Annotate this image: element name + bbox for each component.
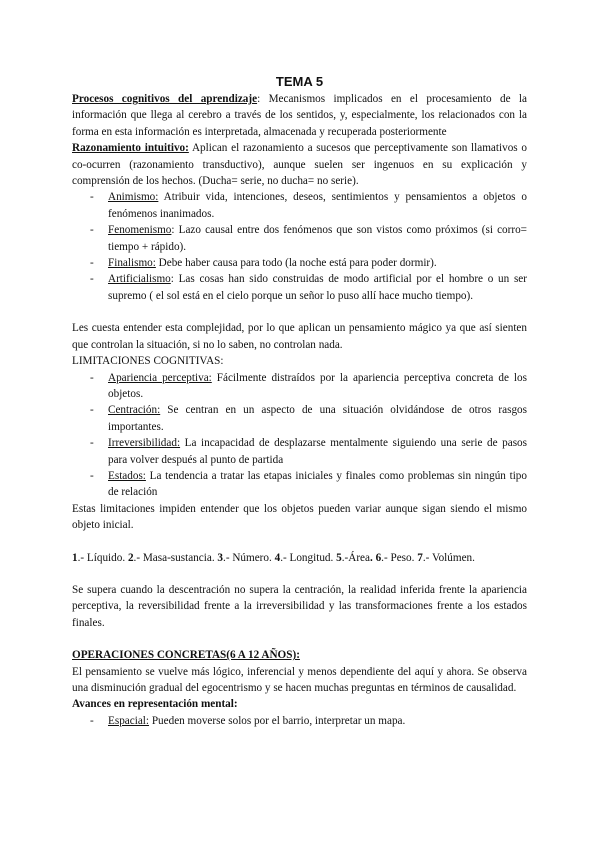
heading-operaciones-concretas: OPERACIONES CONCRETAS(6 A 12 AÑOS): <box>72 649 300 662</box>
spacer <box>72 631 527 647</box>
term-centracion: Centración: <box>108 404 161 417</box>
text-procesos: : Mecanismos implicados en el procesamiento de la información que llega al cerebro a través de los sentidos, y, especialmente, los relacionados con la forma en esta información es interpretada, almacenada y recuperada posteriormente <box>72 93 527 138</box>
paragraph-limitaciones-conclusion: Estas limitaciones impiden entender que los objetos pueden variar aunque sigan siendo el mismo objeto inicial. <box>72 502 527 532</box>
dash-bullet: - <box>90 404 94 417</box>
item-text: : Lazo causal entre dos fenómenos que son vistos como próximos (si corro= tiempo + rápido). <box>108 224 527 253</box>
page-title: TEMA 5 <box>275 74 324 89</box>
list-item <box>72 468 527 501</box>
term-apariencia: Apariencia perceptiva: <box>108 371 212 384</box>
paragraph-superacion: Se supera cuando la descentración no supera la centración, la realidad inferida frente la apariencia perceptiva, la reversibilidad frente a la irreversibilidad y las transformaciones frente a los estados finales. <box>72 583 527 629</box>
paragraph-procesos <box>72 91 527 140</box>
list-item <box>72 713 527 729</box>
term-finalismo: Finalismo: <box>108 257 156 270</box>
list-item <box>72 189 527 222</box>
item-text: : Las cosas han sido construidas de modo artificial por el hombre o un ser supremo ( el sol está en el cielo porque un señor lo puso allí hace mucho tiempo). <box>108 273 527 302</box>
spacer <box>72 566 527 582</box>
number-text: .- Longitud. <box>280 551 337 564</box>
term-espacial: Espacial: <box>108 714 150 727</box>
conservation-list <box>72 550 527 566</box>
document-body <box>72 74 527 729</box>
number-label: 4 <box>274 551 281 564</box>
item-text: Debe haber causa para todo (la noche está para poder dormir). <box>155 257 437 270</box>
list-razonamiento <box>72 189 527 304</box>
number-text: .- Número. <box>223 551 275 564</box>
dash-bullet: - <box>90 257 94 270</box>
item-text: La incapacidad de desplazarse mentalmente siguiendo una serie de pasos para volver después al punto de partida <box>108 437 527 466</box>
list-avances <box>72 713 527 729</box>
term-artificialismo: Artificialismo <box>108 273 171 286</box>
term-estados: Estados: <box>108 469 146 482</box>
number-label: 1 <box>72 551 78 564</box>
item-text: Atribuir vida, intenciones, deseos, sentimientos y pensamientos a objetos o fenómenos inanimados. <box>108 191 527 220</box>
list-item <box>72 370 527 403</box>
text-razonamiento: Aplican el razonamiento a sucesos que perceptivamente son llamativos o co-ocurren (razonamiento transductivo), aunque suelen ser ingenuos en su explicación y comprensión de los hechos. (Ducha= serie, no ducha= no serie). <box>72 142 527 188</box>
dash-bullet: - <box>90 273 94 286</box>
number-label: 3 <box>217 551 224 564</box>
number-text: .- Volúmen. <box>422 551 475 564</box>
item-text: Fácilmente distraídos por la apariencia perceptiva concreta de los objetos. <box>108 371 527 400</box>
list-item <box>72 271 527 304</box>
number-text: .- Líquido. <box>77 551 128 564</box>
list-item <box>72 402 527 435</box>
number-label: 2 <box>127 551 134 564</box>
heading-limitaciones: LIMITACIONES COGNITIVAS: <box>72 355 224 368</box>
number-text: .- Masa-sustancia. <box>133 551 218 564</box>
paragraph-pensamiento-magico: Les cuesta entender esta complejidad, por lo que aplican un pensamiento mágico ya que así sienten que controlan la situación, si no lo saben, no controlan nada. <box>72 322 527 351</box>
heading-procesos: Procesos cognitivos del aprendizaje <box>72 93 258 105</box>
item-text: La tendencia a tratar las etapas iniciales y finales como problemas sin ningún tipo de relación <box>108 469 527 499</box>
paragraph-operaciones: El pensamiento se vuelve más lógico, inferencial y menos dependiente del aquí y ahora. Se observa una disminución gradual del egocentrismo y se hacen muchas preguntas en términos de causalidad. <box>72 665 527 694</box>
dash-bullet: - <box>90 224 94 237</box>
heading-avances: Avances en representación mental: <box>72 698 238 711</box>
heading-razonamiento: Razonamiento intuitivo: <box>72 142 189 155</box>
item-text: Pueden moverse solos por el barrio, interpretar un mapa. <box>149 714 406 727</box>
number-label: 5 <box>336 551 342 564</box>
spacer <box>72 534 527 550</box>
spacer <box>72 304 527 320</box>
list-item <box>72 435 527 468</box>
dash-bullet: - <box>90 437 94 450</box>
list-limitaciones <box>72 370 527 501</box>
list-item <box>72 222 527 255</box>
dash-bullet: - <box>90 191 94 204</box>
term-fenomenismo: Fenomenismo <box>108 224 172 237</box>
dash-bullet: - <box>90 469 94 482</box>
number-text: .-Área <box>341 551 370 564</box>
item-text: Se centran en un aspecto de una situación olvidándose de otros rasgos importantes. <box>108 404 527 433</box>
list-item <box>72 255 527 271</box>
dash-bullet: - <box>90 714 94 727</box>
paragraph-razonamiento <box>72 140 527 189</box>
number-label: . 6 <box>369 551 382 564</box>
dash-bullet: - <box>90 371 94 384</box>
number-label: 7 <box>417 551 423 564</box>
term-animismo: Animismo: <box>108 191 159 204</box>
number-text: .- Peso. <box>381 551 418 564</box>
term-irreversibilidad: Irreversibilidad: <box>108 437 181 450</box>
